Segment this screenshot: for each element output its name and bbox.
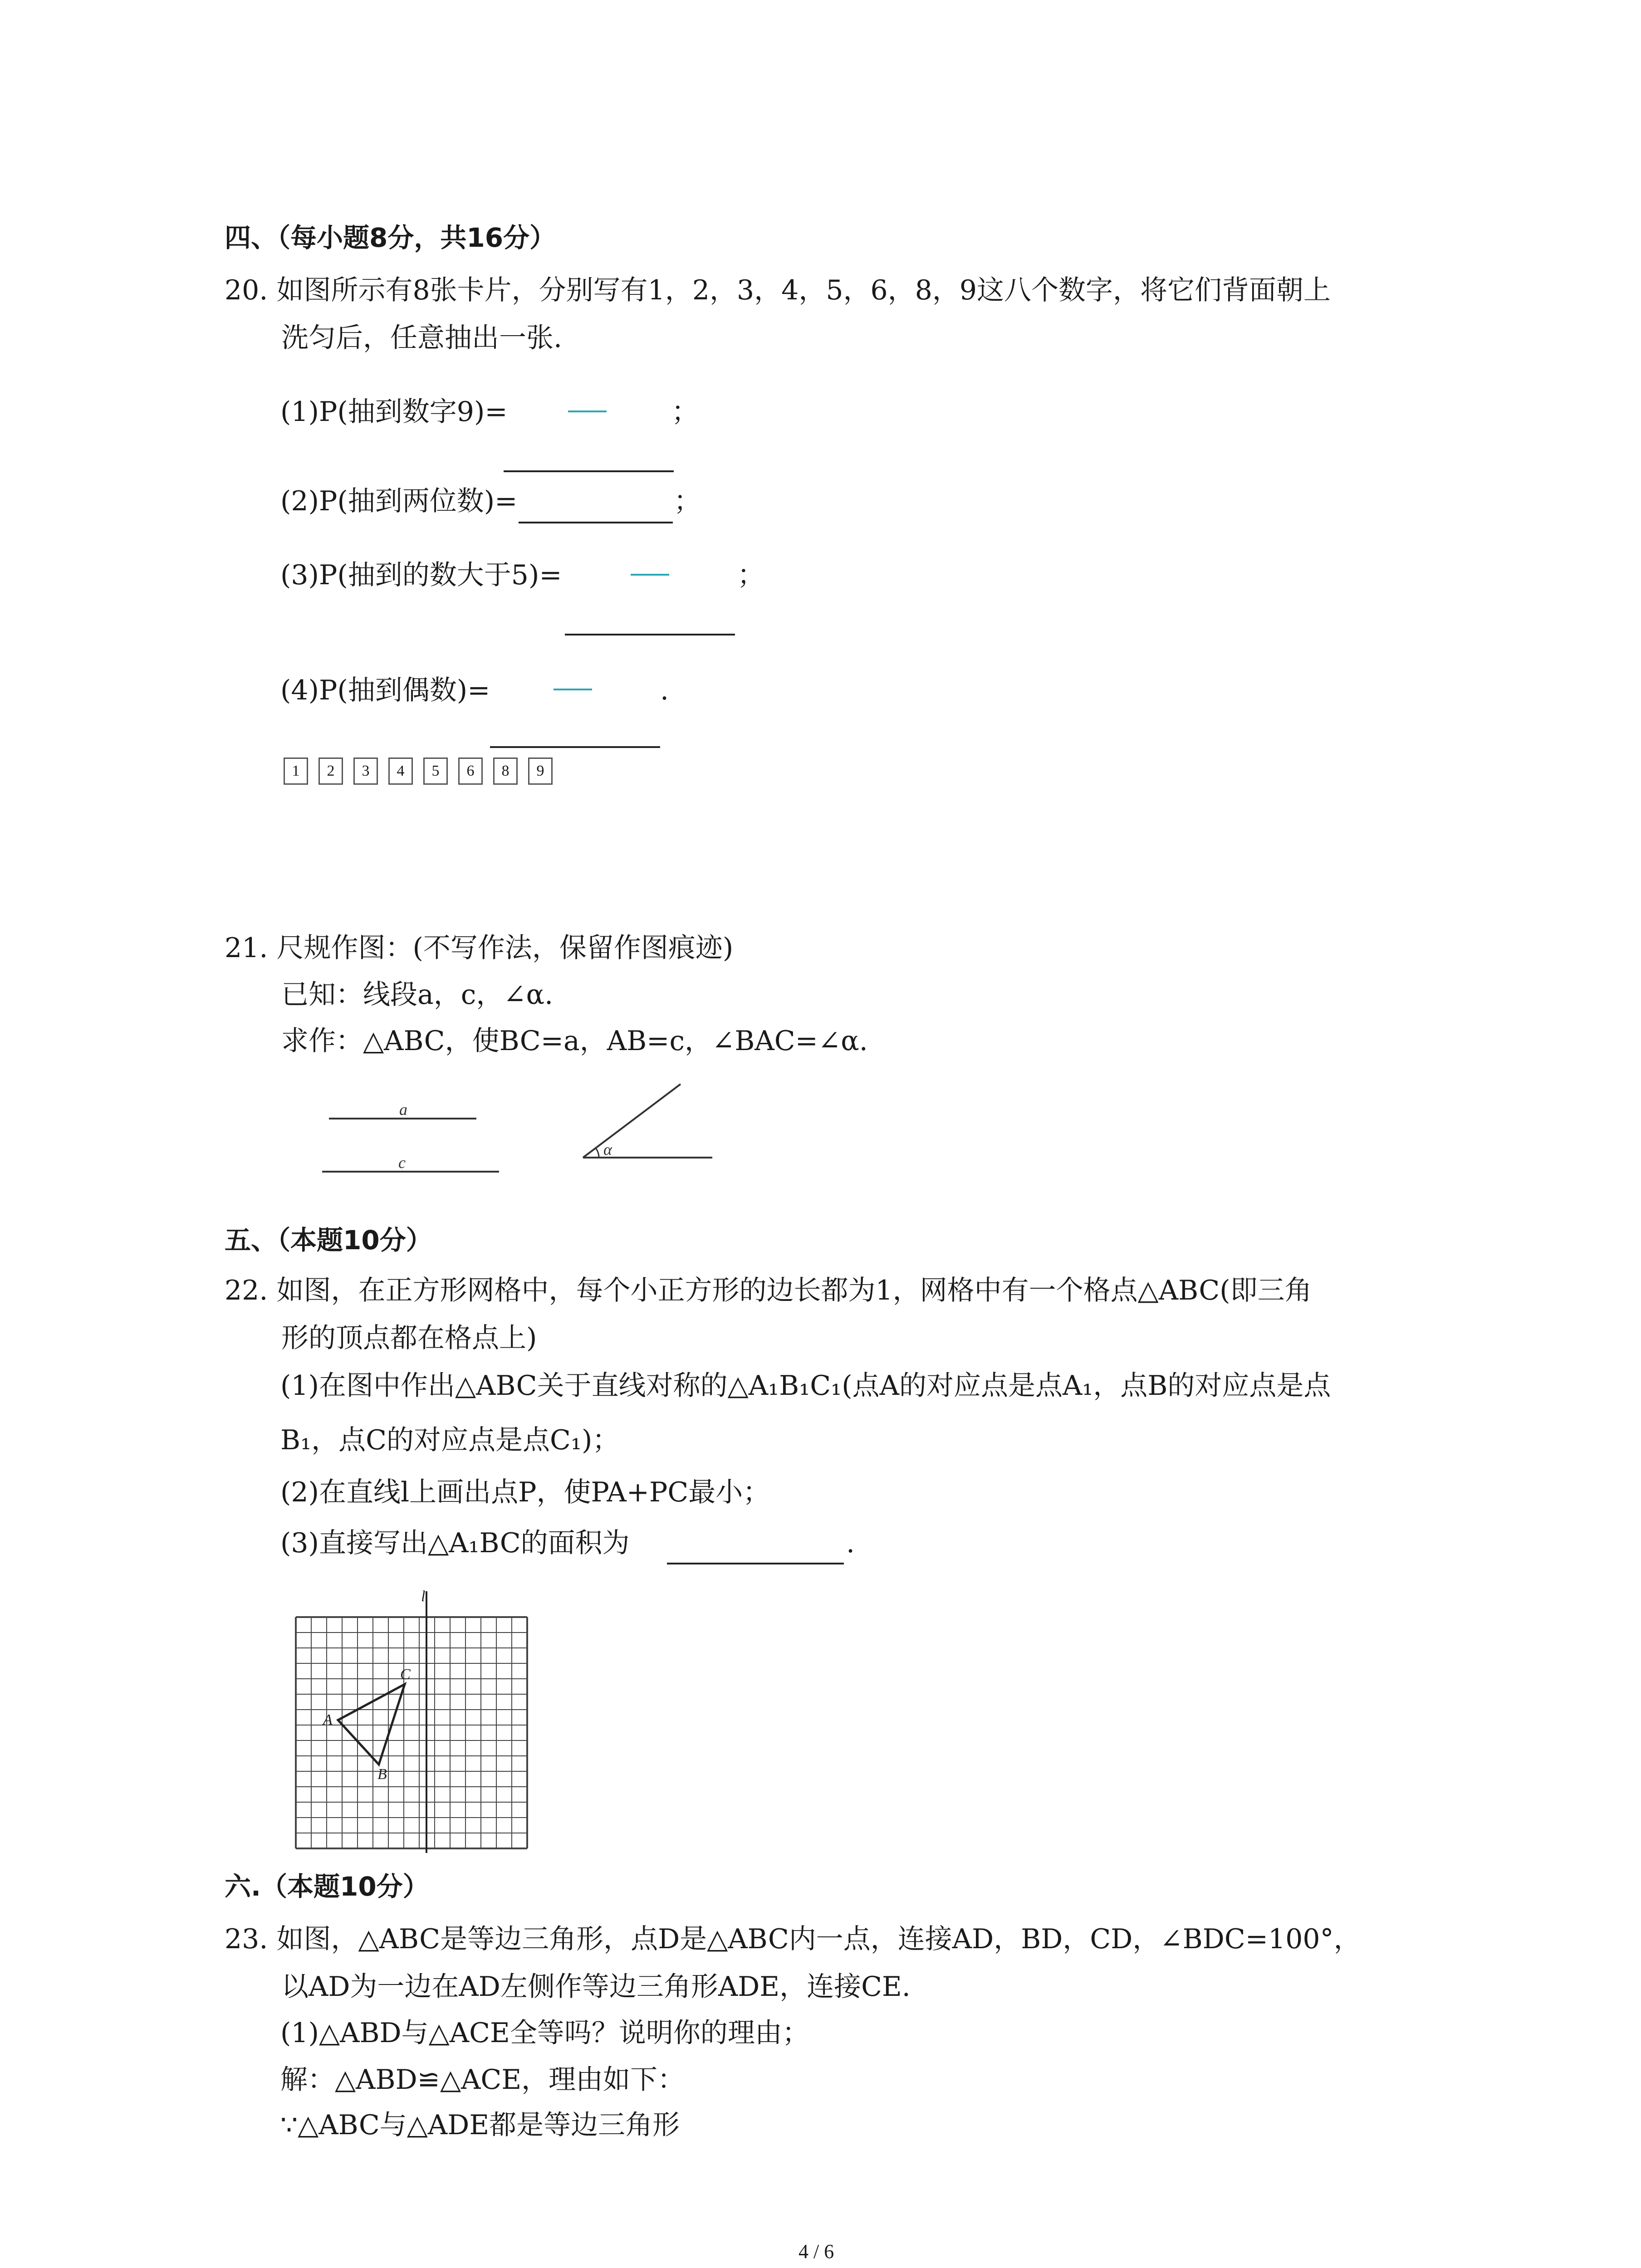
q20-part3-end: ；	[737, 559, 764, 591]
q22-part3: (3)直接写出△A₁BC的面积为	[280, 1527, 630, 1559]
label-C: C	[400, 1666, 411, 1683]
answer-blank-4[interactable]	[490, 746, 660, 748]
q23-part1: (1)△ABD与△ACE全等吗？说明你的理由；	[280, 2017, 809, 2049]
label-a: a	[399, 1100, 407, 1119]
q22-stem-line2: 形的顶点都在格点上)	[281, 1322, 537, 1354]
q23-stem-line1: 23. 如图，△ABC是等边三角形，点D是△ABC内一点，连接AD，BD，CD，∠BDC=100°，	[225, 1923, 1361, 1955]
label-B: B	[377, 1766, 387, 1783]
q21-line1: 21. 尺规作图：(不写作法，保留作图痕迹)	[225, 932, 734, 964]
q20-stem-line1: 20. 如图所示有8张卡片，分别写有1，2，3，4，5，6，8，9这八个数字，将它们背面朝上	[225, 274, 1331, 306]
label-c: c	[398, 1154, 406, 1172]
q21-line2: 已知：线段a，c，∠α.	[281, 979, 554, 1011]
label-alpha: α	[603, 1140, 612, 1158]
q21-line3: 求作：△ABC，使BC=a，AB=c，∠BAC=∠α.	[281, 1025, 868, 1057]
q21-given-figures	[318, 1080, 726, 1188]
number-card: 3	[353, 758, 378, 785]
answer-blank-2[interactable]	[519, 522, 673, 523]
q20-part1: (1)P(抽到数字9)=	[280, 396, 508, 428]
q22-part1-line1: (1)在图中作出△ABC关于直线对称的△A₁B₁C₁(点A的对应点是点A₁，点B的对应点是点	[280, 1370, 1331, 1402]
q20-part2-end: ；	[674, 485, 701, 517]
answer-blank-3[interactable]	[565, 634, 735, 635]
answer-blank-1[interactable]	[504, 470, 674, 472]
triangle-abc	[338, 1684, 405, 1765]
q22-grid-figure	[281, 1583, 535, 1855]
grid-lines	[296, 1617, 527, 1848]
number-card: 9	[528, 758, 553, 785]
angle-ray-slanted	[583, 1084, 681, 1158]
q20-part1-end: ；	[671, 396, 699, 428]
label-l: l	[421, 1588, 426, 1605]
number-card: 6	[458, 758, 483, 785]
q20-part2: (2)P(抽到两位数)=	[280, 485, 518, 517]
number-card: 1	[284, 758, 308, 785]
page-number: 4 / 6	[798, 2240, 834, 2263]
label-A: A	[323, 1711, 333, 1728]
answer-blank-5[interactable]	[667, 1563, 844, 1564]
section-4-title: 四、（每小题8分，共16分）	[225, 222, 556, 253]
number-card: 4	[388, 758, 413, 785]
q23-stem-line2: 以AD为一边在AD左侧作等边三角形ADE，连接CE.	[281, 1971, 911, 2003]
q23-solution-line1: 解：△ABD≌△ACE，理由如下：	[280, 2064, 685, 2096]
section-6-title: 六.（本题10分）	[225, 1871, 429, 1902]
q20-part3: (3)P(抽到的数大于5)=	[280, 559, 562, 591]
section-5-title: 五、（本题10分）	[225, 1225, 432, 1256]
q20-stem-line2: 洗匀后，任意抽出一张.	[281, 322, 563, 354]
fraction-bar	[631, 574, 669, 576]
q22-part3-end: .	[846, 1527, 855, 1559]
number-card: 8	[493, 758, 518, 785]
angle-arc	[596, 1148, 599, 1158]
q23-solution-line2: ∵△ABC与△ADE都是等边三角形	[280, 2109, 680, 2141]
number-card: 2	[318, 758, 343, 785]
fraction-bar	[568, 411, 607, 412]
q22-part1-line2: B₁，点C的对应点是点C₁)；	[280, 1424, 620, 1456]
q20-part4: (4)P(抽到偶数)=	[280, 675, 490, 706]
q22-part2: (2)在直线l上画出点P，使PA+PC最小；	[280, 1476, 770, 1508]
q20-part4-end: .	[660, 675, 669, 706]
fraction-bar	[554, 689, 592, 690]
q22-stem-line1: 22. 如图，在正方形网格中，每个小正方形的边长都为1，网格中有一个格点△ABC(即三角	[225, 1275, 1312, 1306]
number-card: 5	[423, 758, 448, 785]
